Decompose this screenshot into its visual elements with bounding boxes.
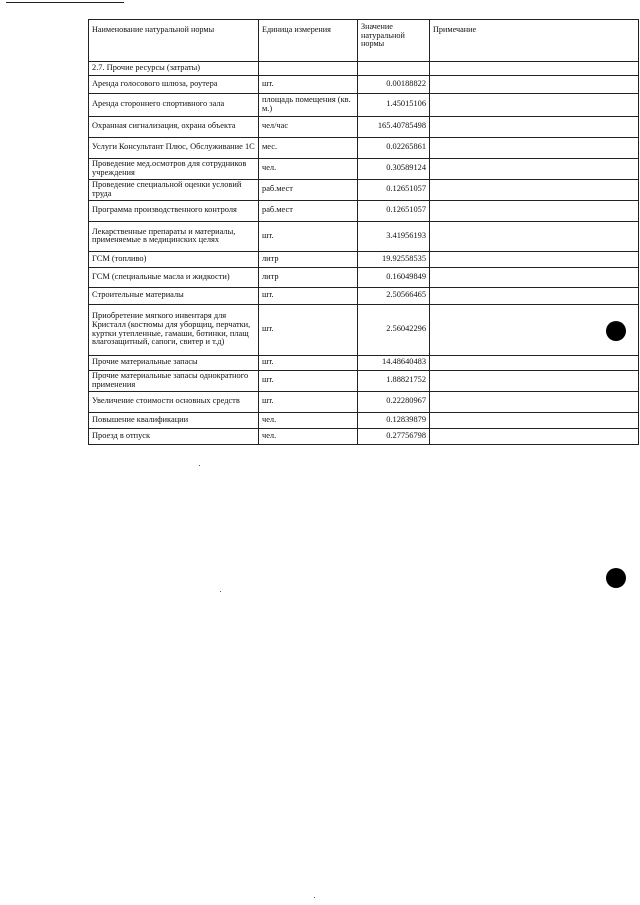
row-value: 1.88821752 [358, 370, 430, 391]
row-note [430, 221, 639, 251]
row-name: Прочие материальные запасы [89, 355, 259, 370]
row-unit: шт. [259, 287, 358, 304]
row-note [430, 93, 639, 116]
punch-hole-mark [606, 568, 626, 588]
table-row [89, 137, 639, 158]
row-name: Прочие материальные запасы однократного применения [89, 370, 259, 391]
row-unit: чел/час [259, 116, 358, 137]
header-name: Наименование натуральной нормы [89, 20, 259, 62]
table-row [89, 93, 639, 116]
row-unit: раб.мест [259, 179, 358, 200]
table-row [89, 179, 639, 200]
section-title: 2.7. Прочие ресурсы (затраты) [89, 62, 259, 76]
row-name: Повышение квалификации [89, 412, 259, 428]
row-value: 2.50566465 [358, 287, 430, 304]
row-unit: литр [259, 267, 358, 287]
table-row [89, 200, 639, 221]
row-name: Программа производственного контроля [89, 200, 259, 221]
punch-hole-mark [606, 321, 626, 341]
row-value: 19.92558535 [358, 251, 430, 267]
row-note [430, 251, 639, 267]
row-unit: шт. [259, 355, 358, 370]
row-unit: шт. [259, 391, 358, 412]
row-name: Проезд в отпуск [89, 428, 259, 444]
table-cell [430, 62, 639, 76]
row-value: 14.48640483 [358, 355, 430, 370]
scan-speck [314, 897, 315, 898]
row-value: 0.00188822 [358, 75, 430, 93]
row-name: Строительные материалы [89, 287, 259, 304]
row-note [430, 158, 639, 179]
row-name: Аренда голосового шлюза, роутера [89, 75, 259, 93]
scan-speck [220, 591, 221, 592]
table-row [89, 267, 639, 287]
row-value: 165.40785498 [358, 116, 430, 137]
row-value: 0.22280967 [358, 391, 430, 412]
header-note: Примечание [430, 20, 639, 62]
row-note [430, 179, 639, 200]
row-unit: мес. [259, 137, 358, 158]
row-note [430, 267, 639, 287]
row-unit: чел. [259, 158, 358, 179]
table-row [89, 304, 639, 355]
row-unit: литр [259, 251, 358, 267]
row-note [430, 116, 639, 137]
table-row [89, 391, 639, 412]
row-note [430, 428, 639, 444]
row-value: 1.45015106 [358, 93, 430, 116]
row-value: 0.30589124 [358, 158, 430, 179]
row-name: Лекарственные препараты и материалы, применяемые в медицинских целях [89, 221, 259, 251]
row-value: 0.16049849 [358, 267, 430, 287]
row-name: Приобретение мягкого инвентаря для Кристалл (костюмы для уборщиц, перчатки, куртки утепленные, гамаши, ботинки, плащ влагозащитный, сапоги, свитер и т.д) [89, 304, 259, 355]
row-unit: чел. [259, 428, 358, 444]
table-header-row [89, 20, 639, 62]
row-note [430, 370, 639, 391]
row-name: Проведение мед.осмотров для сотрудников учреждения [89, 158, 259, 179]
row-value: 0.02265861 [358, 137, 430, 158]
section-row [89, 62, 639, 76]
row-unit: площадь помещения (кв. м.) [259, 93, 358, 116]
row-unit: шт. [259, 221, 358, 251]
row-value: 2.56042296 [358, 304, 430, 355]
scan-speck [199, 465, 200, 466]
table-row [89, 355, 639, 370]
table-row [89, 221, 639, 251]
table-row [89, 287, 639, 304]
table-row [89, 428, 639, 444]
table-cell [259, 62, 358, 76]
norms-table [88, 19, 639, 445]
row-name: ГСМ (топливо) [89, 251, 259, 267]
row-value: 0.12651057 [358, 179, 430, 200]
top-edge-line [6, 2, 124, 3]
table-row [89, 75, 639, 93]
table-row [89, 412, 639, 428]
row-note [430, 412, 639, 428]
row-unit: шт. [259, 370, 358, 391]
row-unit: шт. [259, 304, 358, 355]
row-name: Аренда стороннего спортивного зала [89, 93, 259, 116]
row-note [430, 200, 639, 221]
row-note [430, 75, 639, 93]
row-name: ГСМ (специальные масла и жидкости) [89, 267, 259, 287]
header-value: Значение натуральной нормы [358, 20, 430, 62]
row-note [430, 391, 639, 412]
table-row [89, 370, 639, 391]
table-row [89, 116, 639, 137]
row-value: 0.12651057 [358, 200, 430, 221]
row-note [430, 355, 639, 370]
row-value: 0.27756798 [358, 428, 430, 444]
row-value: 3.41956193 [358, 221, 430, 251]
row-name: Услуги Консультант Плюс, Обслуживание 1С [89, 137, 259, 158]
row-name: Охранная сигнализация, охрана объекта [89, 116, 259, 137]
row-note [430, 287, 639, 304]
row-name: Увеличение стоимости основных средств [89, 391, 259, 412]
table-row [89, 251, 639, 267]
row-note [430, 137, 639, 158]
row-unit: чел. [259, 412, 358, 428]
row-value: 0.12839879 [358, 412, 430, 428]
table-cell [358, 62, 430, 76]
row-unit: раб.мест [259, 200, 358, 221]
table-row [89, 158, 639, 179]
row-name: Проведение специальной оценки условий труда [89, 179, 259, 200]
header-unit: Единица измерения [259, 20, 358, 62]
row-unit: шт. [259, 75, 358, 93]
